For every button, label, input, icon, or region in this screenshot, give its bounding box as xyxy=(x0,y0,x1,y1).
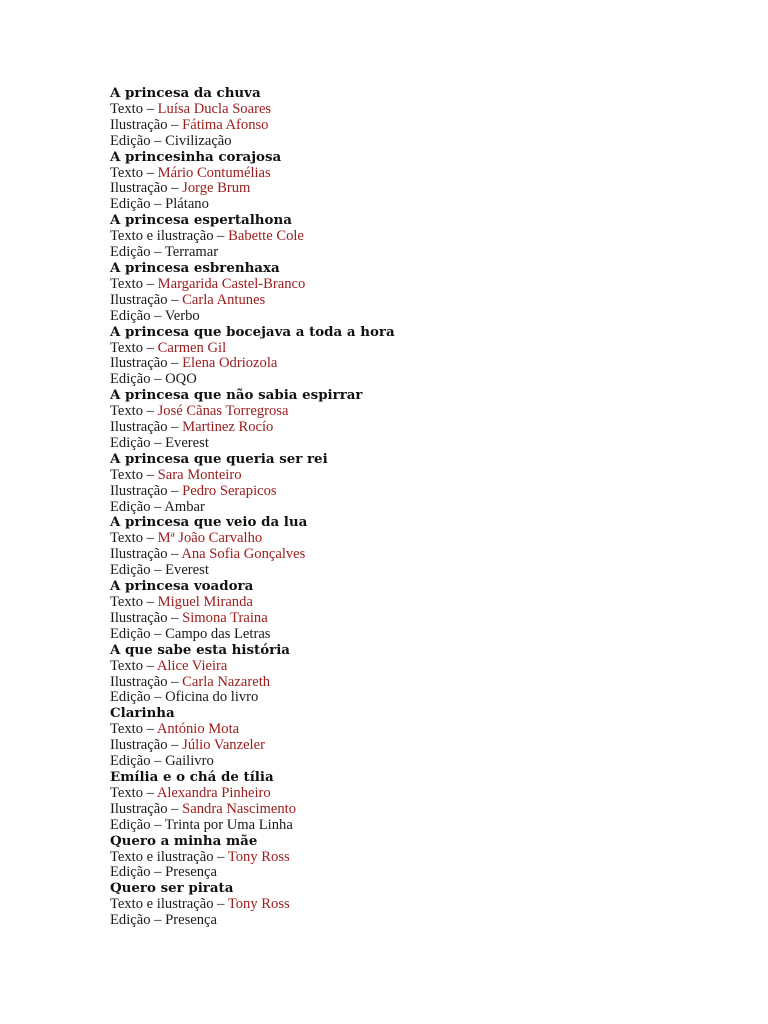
credit-name: Alice Vieira xyxy=(156,657,228,674)
credit-line xyxy=(110,341,730,357)
credit-role: Edição – Ambar xyxy=(110,498,205,515)
credit-name: Alexandra Pinheiro xyxy=(156,784,271,801)
credit-role: Ilustração – xyxy=(110,800,183,817)
credit-name: Carmen Gil xyxy=(157,339,227,356)
credit-name: Babette Cole xyxy=(228,228,304,245)
book-title: Quero a minha mãe xyxy=(110,832,258,849)
credit-role: Edição – Everest xyxy=(110,434,209,451)
book-entry xyxy=(110,706,730,770)
credit-line xyxy=(110,754,730,770)
credit-role: Texto – xyxy=(110,784,157,801)
credit-role: Edição – Gailivro xyxy=(110,753,214,770)
book-title: Emília e o chá de tília xyxy=(110,768,274,785)
credit-line xyxy=(110,690,730,706)
credit-line xyxy=(110,420,730,436)
credit-role: Ilustração – xyxy=(110,116,183,133)
credit-role: Texto – xyxy=(110,403,158,420)
credit-role: Edição – Oficina do livro xyxy=(110,689,259,706)
book-title: A princesa que queria ser rei xyxy=(110,450,328,467)
credit-line xyxy=(110,436,730,452)
credit-name: Elena Odriozola xyxy=(182,355,278,372)
credit-name: Simona Traina xyxy=(182,609,268,626)
book-title: A princesa que não sabia espirrar xyxy=(110,387,363,404)
credit-role: Texto – xyxy=(110,466,158,483)
credit-line xyxy=(110,802,730,818)
book-entry xyxy=(110,86,730,150)
book-title: Clarinha xyxy=(110,705,175,722)
credit-line xyxy=(110,181,730,197)
credit-role: Texto – xyxy=(110,530,158,547)
book-title: A princesa espertalhona xyxy=(110,212,292,229)
credit-role: Ilustração – xyxy=(110,355,183,372)
credit-name: José Cãnas Torregrosa xyxy=(157,403,289,420)
credit-name: Tony Ross xyxy=(227,896,290,913)
credit-line xyxy=(110,293,730,309)
credit-name: Mª João Carvalho xyxy=(157,530,263,547)
book-title: A princesinha corajosa xyxy=(110,148,282,165)
credit-name: Miguel Miranda xyxy=(157,594,253,610)
credit-role: Texto – xyxy=(110,721,157,738)
book-entry xyxy=(110,213,730,261)
credit-role: Edição – Verbo xyxy=(110,307,200,324)
credit-line xyxy=(110,897,730,913)
book-entry xyxy=(110,325,730,389)
credit-name: Carla Antunes xyxy=(182,291,266,308)
credit-line xyxy=(110,547,730,563)
credit-name: Pedro Serapicos xyxy=(182,482,277,499)
credit-line xyxy=(110,786,730,802)
credit-line xyxy=(110,102,730,118)
credit-line xyxy=(110,134,730,150)
book-title: A princesa da chuva xyxy=(110,85,261,101)
credit-role: Edição – Terramar xyxy=(110,244,219,261)
credit-role: Ilustração – xyxy=(110,180,183,197)
credit-role: Edição – OQO xyxy=(110,371,197,388)
credit-role: Texto – xyxy=(110,100,158,117)
credit-role: Ilustração – xyxy=(110,419,183,436)
credit-line xyxy=(110,500,730,516)
credit-name: Ana Sofia Gonçalves xyxy=(181,546,306,563)
book-title: A princesa que bocejava a toda a hora xyxy=(110,323,395,340)
credit-line xyxy=(110,563,730,579)
credit-role: Edição – Campo das Letras xyxy=(110,625,271,642)
credit-role: Edição – Presença xyxy=(110,912,217,929)
credit-line xyxy=(110,166,730,182)
credit-line xyxy=(110,118,730,134)
credit-name: Margarida Castel-Branco xyxy=(157,275,306,292)
credit-line xyxy=(110,611,730,627)
credit-role: Texto – xyxy=(110,164,158,181)
book-entry xyxy=(110,150,730,214)
credit-line xyxy=(110,659,730,675)
book-entry xyxy=(110,261,730,325)
credit-line xyxy=(110,245,730,261)
book-title: A princesa voadora xyxy=(110,578,254,595)
credit-role: Ilustração – xyxy=(110,737,183,754)
credit-role: Texto – xyxy=(110,594,158,610)
credit-name: Luísa Ducla Soares xyxy=(157,100,272,117)
credit-line xyxy=(110,595,730,611)
book-entry xyxy=(110,452,730,516)
credit-name: Jorge Brum xyxy=(182,180,251,197)
credit-name: Sara Monteiro xyxy=(157,466,242,483)
credit-role: Texto e ilustração – xyxy=(110,848,228,865)
book-entry xyxy=(110,770,730,834)
credit-role: Edição – Civilização xyxy=(110,132,232,149)
book-entry xyxy=(110,579,730,643)
book-title: A princesa que veio da lua xyxy=(110,514,308,531)
credit-role: Ilustração – xyxy=(110,673,183,690)
credit-line xyxy=(110,627,730,643)
credit-line xyxy=(110,468,730,484)
book-entry xyxy=(110,881,730,929)
credit-line xyxy=(110,865,730,881)
credit-name: Martinez Rocío xyxy=(182,419,274,436)
credit-role: Ilustração – xyxy=(110,482,183,499)
credit-line xyxy=(110,229,730,245)
credit-role: Texto – xyxy=(110,339,158,356)
credit-name: Fátima Afonso xyxy=(182,116,269,133)
credit-role: Ilustração – xyxy=(110,609,183,626)
credit-line xyxy=(110,356,730,372)
credit-line xyxy=(110,404,730,420)
credit-role: Edição – Plátano xyxy=(110,196,209,213)
book-list xyxy=(110,86,730,929)
credit-role: Edição – Everest xyxy=(110,562,209,579)
book-entry xyxy=(110,834,730,882)
credit-role: Texto – xyxy=(110,275,158,292)
credit-line xyxy=(110,850,730,866)
credit-line xyxy=(110,372,730,388)
credit-role: Texto e ilustração – xyxy=(110,228,229,245)
book-entry xyxy=(110,643,730,707)
credit-line xyxy=(110,277,730,293)
credit-name: Sandra Nascimento xyxy=(182,800,297,817)
credit-line xyxy=(110,722,730,738)
credit-name: Mário Contumélias xyxy=(157,164,271,181)
credit-role: Texto e ilustração – xyxy=(110,896,228,913)
book-title: A que sabe esta história xyxy=(110,641,290,658)
credit-name: António Mota xyxy=(156,721,240,738)
credit-line xyxy=(110,913,730,929)
credit-line xyxy=(110,818,730,834)
book-title: Quero ser pirata xyxy=(110,880,234,897)
book-entry xyxy=(110,515,730,579)
credit-line xyxy=(110,738,730,754)
credit-name: Carla Nazareth xyxy=(182,673,271,690)
credit-role: Ilustração – xyxy=(110,291,183,308)
credit-line xyxy=(110,197,730,213)
credit-name: Tony Ross xyxy=(227,848,290,865)
book-title: A princesa esbrenhaxa xyxy=(110,259,280,276)
credit-name: Júlio Vanzeler xyxy=(182,737,265,754)
book-entry xyxy=(110,388,730,452)
credit-role: Edição – Presença xyxy=(110,864,217,881)
credit-line xyxy=(110,531,730,547)
credit-line xyxy=(110,484,730,500)
credit-role: Edição – Trinta por Uma Linha xyxy=(110,816,293,833)
credit-line xyxy=(110,309,730,325)
credit-line xyxy=(110,675,730,691)
credit-role: Ilustração – xyxy=(110,546,182,563)
credit-role: Texto – xyxy=(110,657,157,674)
